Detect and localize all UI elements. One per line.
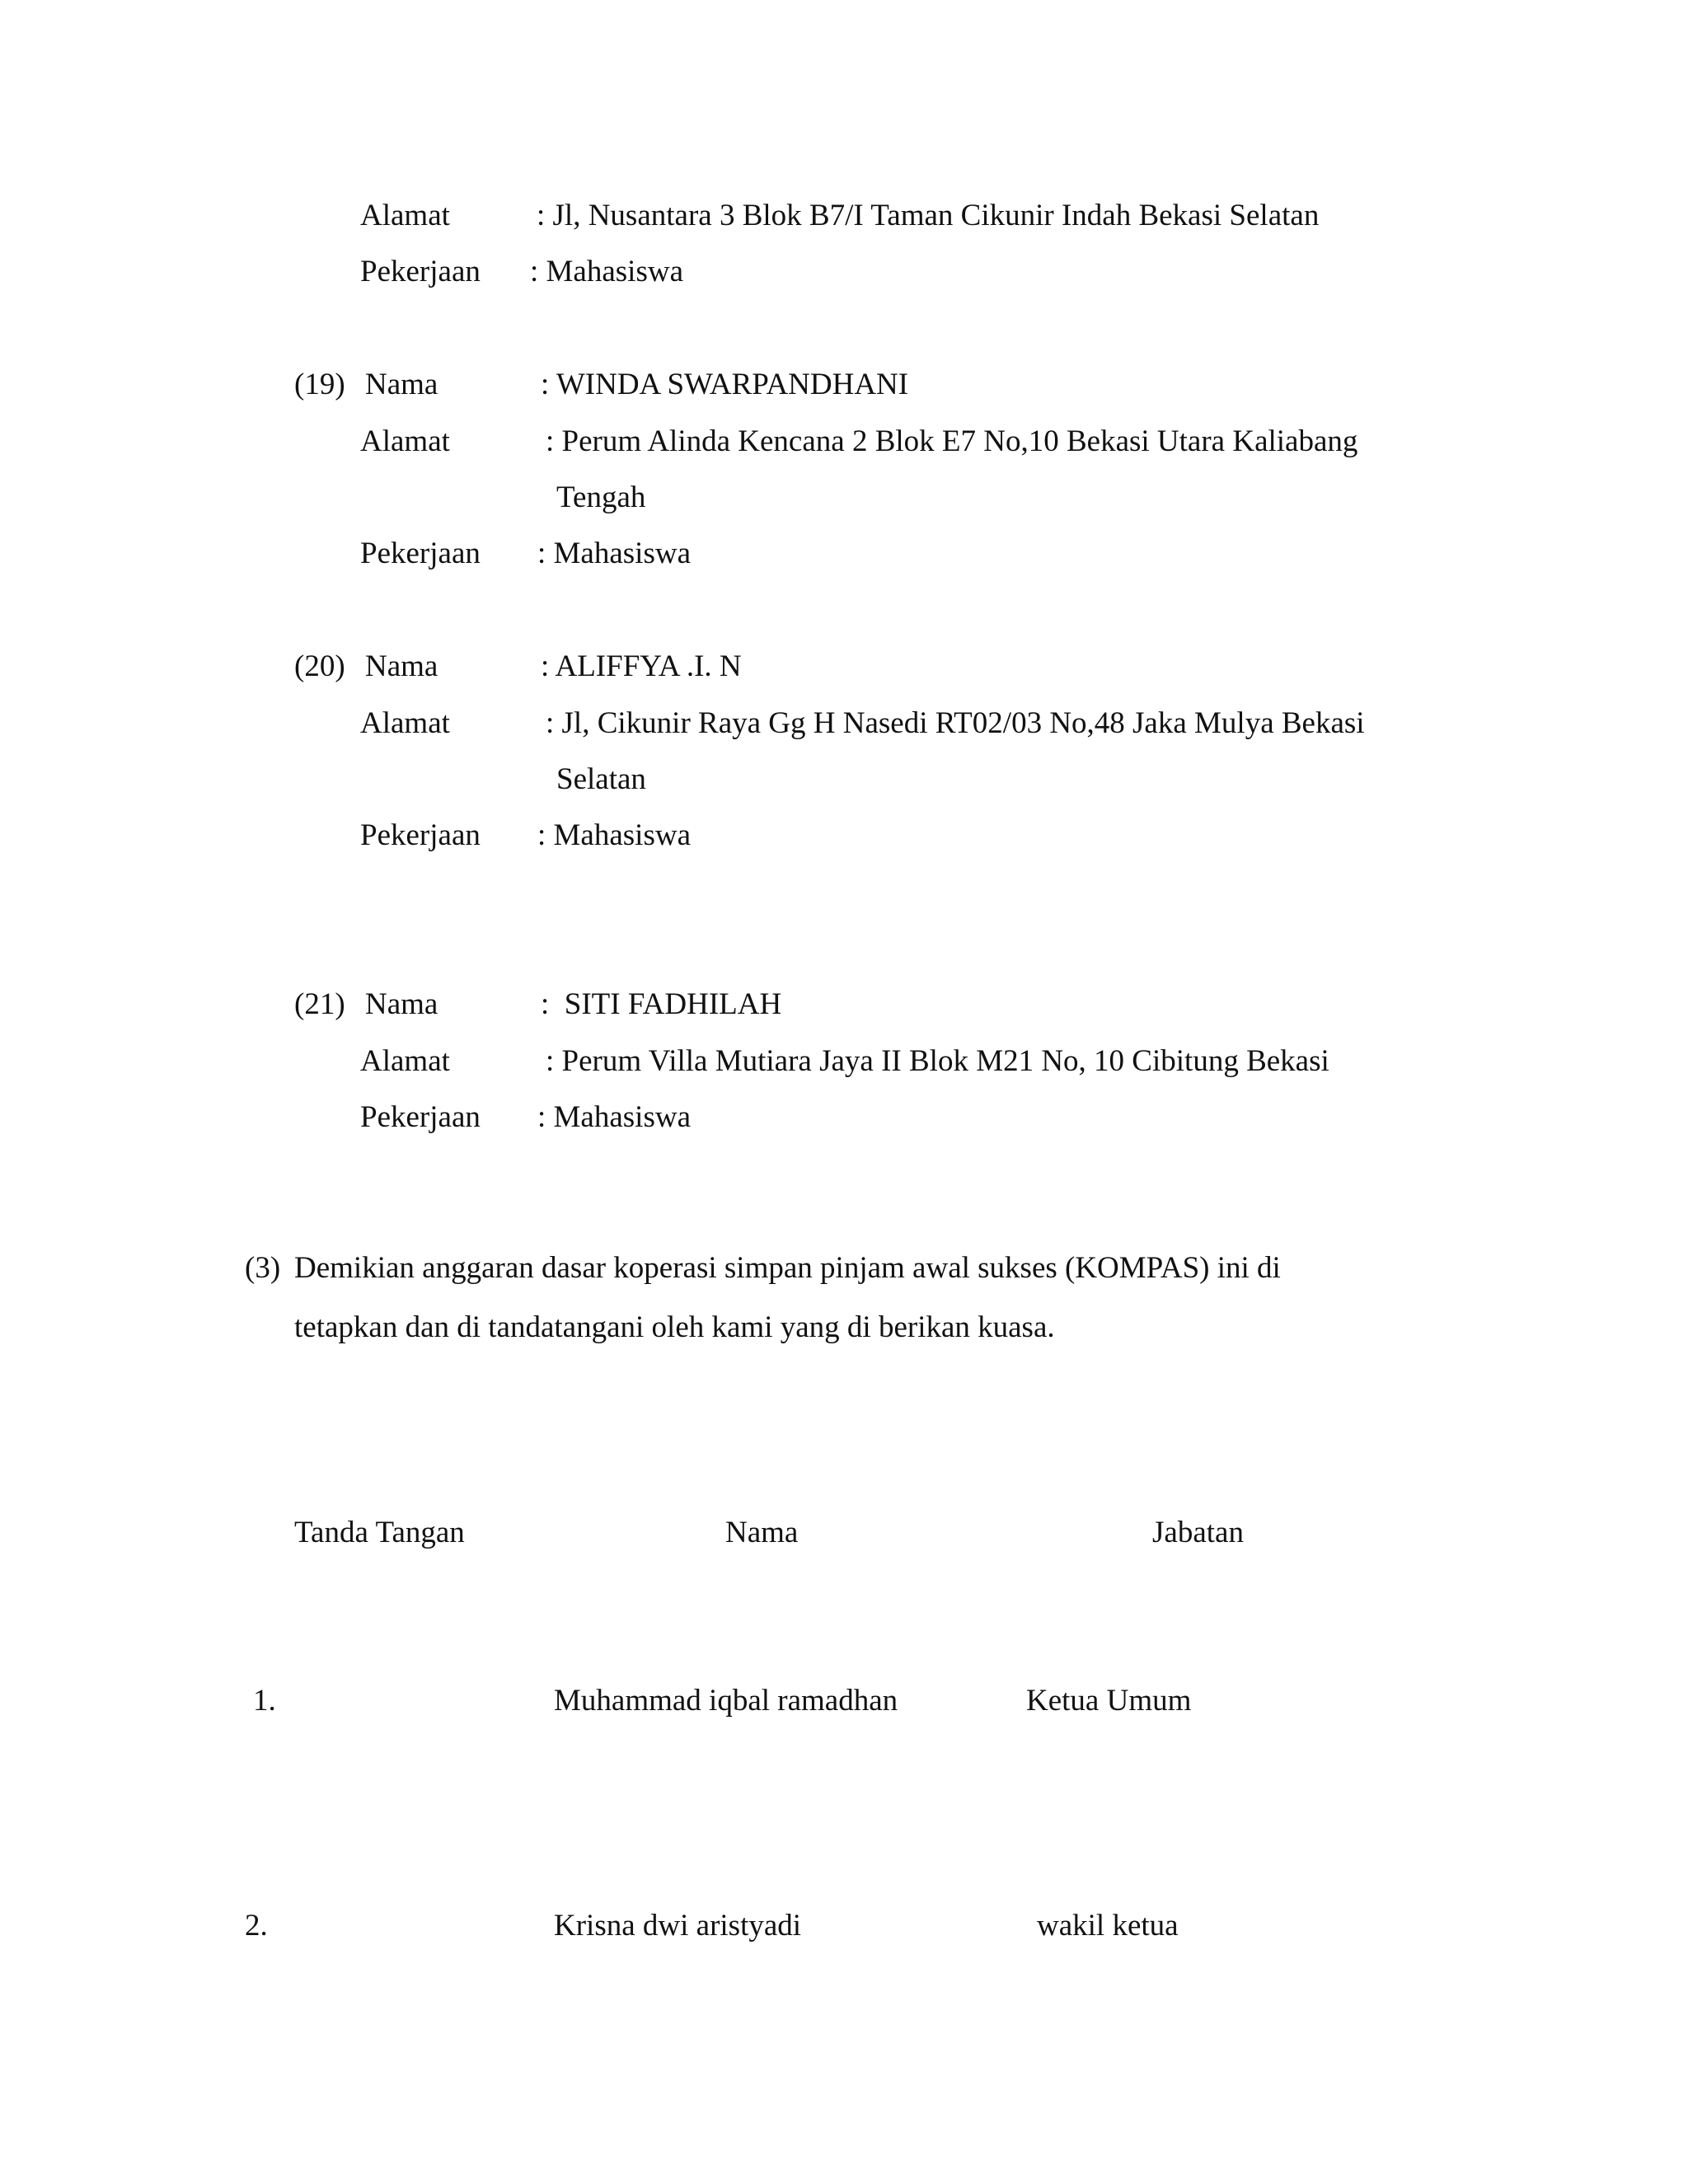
entry-19-number: (19) bbox=[294, 368, 345, 401]
entry-20-number: (20) bbox=[294, 649, 345, 683]
entry-19-alamat-value-line1: : Perum Alinda Kencana 2 Blok E7 No,10 Bekasi Utara Kaliabang bbox=[546, 424, 1358, 458]
header-nama: Nama bbox=[725, 1516, 799, 1549]
entry-21-nama-value: : SITI FADHILAH bbox=[541, 987, 782, 1021]
clause-3-line1: Demikian anggaran dasar koperasi simpan pinjam awal sukses (KOMPAS) ini di bbox=[294, 1251, 1281, 1285]
entry-20-nama-label: Nama bbox=[365, 649, 438, 683]
entry-20-pekerjaan-label: Pekerjaan bbox=[360, 818, 481, 852]
signature-row-2-nama: Krisna dwi aristyadi bbox=[554, 1909, 802, 1943]
entry-21-nama-label: Nama bbox=[365, 987, 438, 1021]
entry-19-pekerjaan-value: : Mahasiswa bbox=[537, 537, 691, 570]
entry-20-alamat-label: Alamat bbox=[360, 706, 450, 740]
signature-row-1-number: 1. bbox=[253, 1684, 276, 1718]
signature-row-1-nama: Muhammad iqbal ramadhan bbox=[554, 1684, 898, 1718]
entry-20-alamat-value-line1: : Jl, Cikunir Raya Gg H Nasedi RT02/03 No,48 Jaka Mulya Bekasi bbox=[546, 706, 1365, 740]
entry-20-nama-value: : ALIFFYA .I. N bbox=[541, 649, 742, 683]
entry-21-alamat-value: : Perum Villa Mutiara Jaya II Blok M21 No, 10 Cibitung Bekasi bbox=[546, 1044, 1329, 1078]
entry-21-pekerjaan-label: Pekerjaan bbox=[360, 1100, 481, 1134]
entry-21-pekerjaan-value: : Mahasiswa bbox=[537, 1100, 691, 1134]
header-jabatan: Jabatan bbox=[1152, 1516, 1244, 1549]
clause-3-number: (3) bbox=[245, 1251, 281, 1285]
clause-3-line2: tetapkan dan di tandatangani oleh kami yang di berikan kuasa. bbox=[294, 1310, 1055, 1344]
entry-18-alamat-label: Alamat bbox=[360, 199, 450, 232]
entry-19-pekerjaan-label: Pekerjaan bbox=[360, 537, 481, 570]
entry-20-alamat-value-line2: Selatan bbox=[556, 762, 646, 796]
entry-19-nama-label: Nama bbox=[365, 368, 438, 401]
entry-21-alamat-label: Alamat bbox=[360, 1044, 450, 1078]
entry-18-pekerjaan-label: Pekerjaan bbox=[360, 255, 481, 288]
header-tanda-tangan: Tanda Tangan bbox=[294, 1516, 465, 1549]
entry-19-alamat-label: Alamat bbox=[360, 424, 450, 458]
entry-18-pekerjaan-value: : Mahasiswa bbox=[530, 255, 683, 288]
entry-18-alamat-value: : Jl, Nusantara 3 Blok B7/I Taman Cikunir Indah Bekasi Selatan bbox=[537, 199, 1320, 232]
signature-row-1-jabatan: Ketua Umum bbox=[1026, 1684, 1192, 1718]
signature-row-2-jabatan: wakil ketua bbox=[1037, 1909, 1179, 1943]
signature-row-2-number: 2. bbox=[245, 1909, 268, 1943]
entry-21-number: (21) bbox=[294, 987, 345, 1021]
entry-20-pekerjaan-value: : Mahasiswa bbox=[537, 818, 691, 852]
entry-19-nama-value: : WINDA SWARPANDHANI bbox=[541, 368, 909, 401]
entry-19-alamat-value-line2: Tengah bbox=[556, 480, 646, 514]
